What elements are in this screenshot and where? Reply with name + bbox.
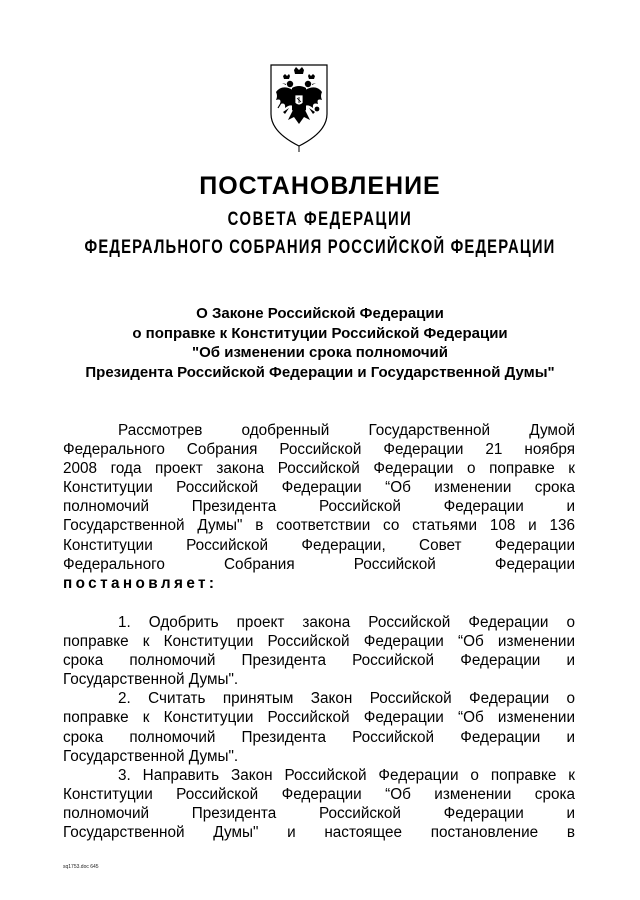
text-line: Конституции Российской Федерации, Совет Федерации	[63, 536, 575, 554]
coat-of-arms-emblem	[268, 62, 330, 152]
subject-line: Президента Российской Федерации и Государственной Думы"	[85, 363, 555, 381]
text-line: 2. Считать принятым Закон Российской Федерации о	[118, 690, 575, 708]
text-line: Государственной Думы" в соответствии со статьями 108 и 136	[63, 517, 575, 535]
text-line: срока полномочий Президента Российской Федерации и	[63, 652, 575, 670]
text-line: 3. Направить Закон Российской Федерации о поправке к	[118, 766, 575, 784]
text-line: Конституции Российской Федерации “Об изменении срока	[63, 785, 575, 803]
text-line: поправке к Конституции Российской Федерации “Об изменении	[63, 633, 575, 651]
resolution-items	[63, 613, 575, 842]
text-line: срока полномочий Президента Российской Федерации и	[63, 728, 575, 746]
resolution-item	[63, 689, 575, 765]
document-title: ПОСТАНОВЛЕНИЕ	[199, 172, 441, 200]
decree-word: постановляет:	[63, 574, 218, 592]
text-line: Федерального Собрания Российской Федерации 21 ноября	[63, 441, 575, 459]
text-line: Федерального Собрания Российской Федерации	[63, 555, 575, 573]
assembly-name: ФЕДЕРАЛЬНОГО СОБРАНИЯ РОССИЙСКОЙ ФЕДЕРАЦИИ	[84, 237, 556, 258]
subject-line: о поправке к Конституции Российской Федерации	[132, 324, 508, 342]
council-name: СОВЕТА ФЕДЕРАЦИИ	[227, 209, 413, 230]
file-reference: sq1753.doc 645	[63, 864, 99, 870]
text-line: полномочий Президента Российской Федерации и	[63, 804, 575, 822]
text-line: поправке к Конституции Российской Федерации “Об изменении	[63, 709, 575, 727]
preamble-paragraph	[63, 421, 575, 593]
text-line: 2008 года проект закона Российской Федерации о поправке к	[63, 460, 575, 478]
text-line: 1. Одобрить проект закона Российской Федерации о	[118, 614, 575, 631]
subject-line: "Об изменении срока полномочий	[192, 344, 448, 361]
text-line: Государственной Думы".	[63, 671, 239, 689]
text-line: полномочий Президента Российской Федерации и	[63, 498, 575, 516]
double-headed-eagle-icon	[268, 62, 330, 152]
resolution-subject	[40, 304, 600, 382]
subject-line: О Законе Российской Федерации	[196, 305, 444, 322]
text-line: Рассмотрев одобренный Государственной Думой	[118, 422, 575, 439]
resolution-item	[63, 766, 575, 842]
resolution-item	[63, 613, 575, 689]
text-line: Государственной Думы" и настоящее постановление в	[63, 824, 575, 842]
text-line: Конституции Российской Федерации “Об изменении срока	[63, 479, 575, 497]
text-line: Государственной Думы".	[63, 747, 239, 765]
